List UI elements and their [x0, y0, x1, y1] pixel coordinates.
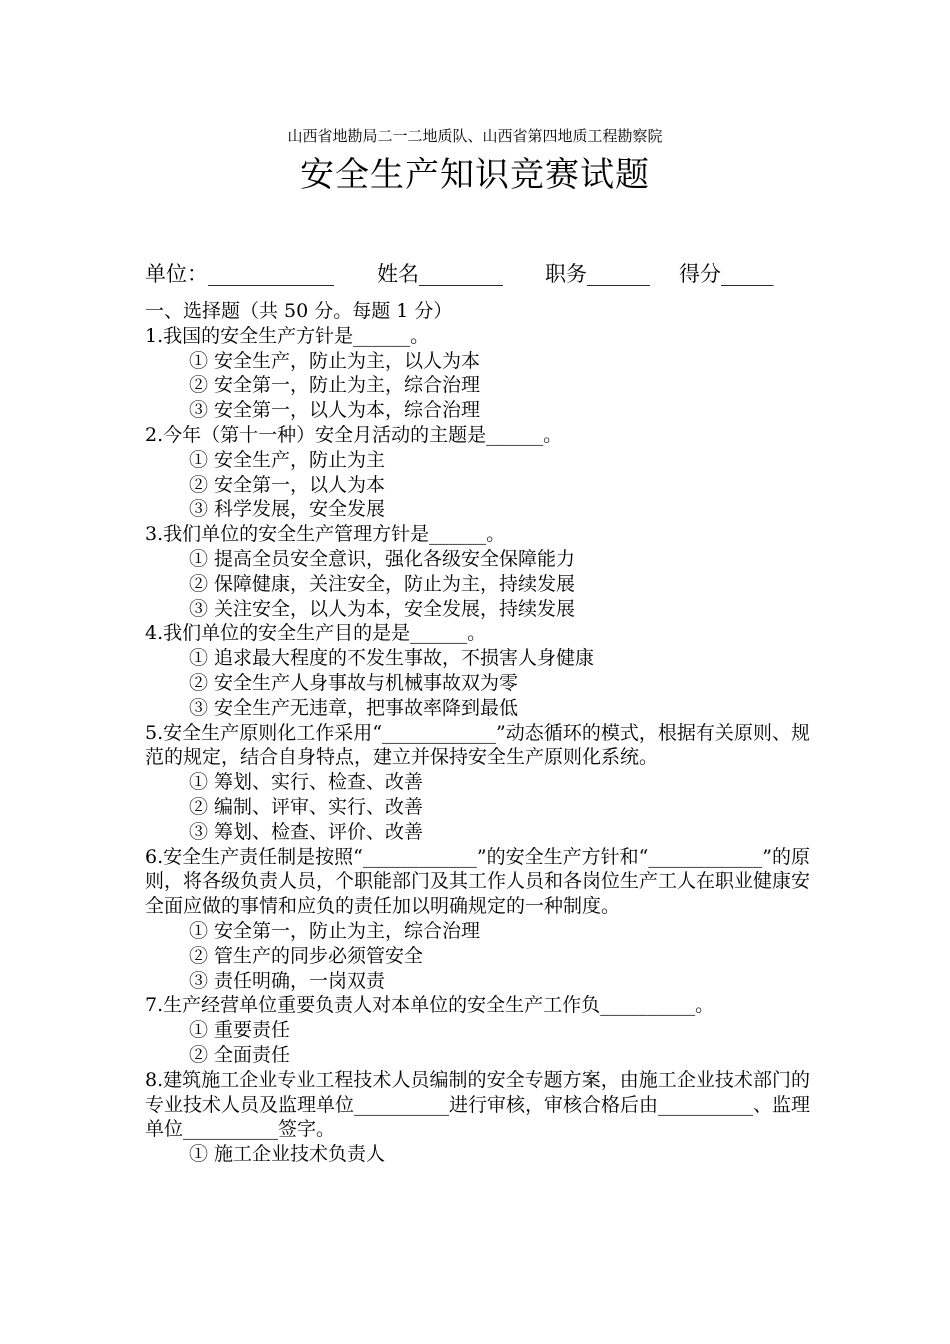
page-title: 安全生产知识竞赛试题 [300, 155, 650, 195]
option-item: ① 重要责任 [189, 1019, 291, 1042]
question-text: 3.我们单位的安全生产管理方针是______。 [145, 523, 506, 546]
question-text: 7.生产经营单位重要负责人对本单位的安全生产工作负__________。 [145, 994, 715, 1017]
question-content [145, 299, 810, 1167]
option-item: ② 编制、评审、实行、改善 [189, 795, 424, 818]
option-item: ② 管生产的同步必须管安全 [189, 944, 424, 967]
option-item: ① 筹划、实行、检查、改善 [189, 771, 424, 794]
option-item: ① 安全生产，防止为主，以人为本 [189, 349, 481, 372]
option-item: ③ 安全第一，以人为本，综合治理 [189, 399, 481, 422]
section-title: 一、选择题（共 50 分。每题 1 分） [145, 300, 453, 322]
question-text: 2.今年（第十一种）安全月活动的主题是______。 [145, 423, 563, 446]
question-3 [145, 522, 810, 621]
option-item: ③ 筹划、检查、评价、改善 [189, 820, 424, 843]
question-1 [145, 324, 810, 423]
option-item: ③ 关注安全，以人为本，安全发展，持续发展 [189, 597, 576, 620]
question-6 [145, 845, 810, 994]
option-item: ① 追求最大程度的不发生事故，不损害人身健康 [189, 647, 595, 670]
question-8 [145, 1068, 810, 1167]
question-text: 6.安全生产责任制是按照“____________”的安全生产方针和“____________”的原则，将各级负责人员，个职能部门及其工作人员和各岗位生产工人在职业健康安全面应做的事情和应负的责任加以明确规定的一种制度。 [145, 845, 811, 918]
info-line [145, 259, 805, 289]
option-item: ③ 安全生产无违章，把事故率降到最低 [189, 696, 519, 719]
option-item: ② 安全第一，以人为本 [189, 473, 386, 496]
option-item: ① 安全第一，防止为主，综合治理 [189, 919, 481, 942]
question-text: 8.建筑施工企业专业工程技术人员编制的安全专题方案，由施工企业技术部门的专业技术人员及监理单位__________进行审核，审核合格后由__________、监理单位__________签字。 [145, 1068, 811, 1141]
score-field: 得分_____ [679, 262, 774, 286]
question-text: 5.安全生产原则化工作采用“____________”动态循环的模式，根据有关原则、规范的规定，结合自身特点，建立并保持安全生产原则化系统。 [145, 721, 810, 769]
name-field: 姓名________ [377, 262, 503, 286]
option-item: ② 全面责任 [189, 1043, 291, 1066]
option-item: ③ 科学发展，安全发展 [189, 498, 386, 521]
option-item: ② 安全生产人身事故与机械事故双为零 [189, 671, 519, 694]
option-item: ② 保障健康，关注安全，防止为主，持续发展 [189, 572, 576, 595]
option-item: ① 提高全员安全意识，强化各级安全保障能力 [189, 547, 576, 570]
question-2 [145, 423, 810, 522]
question-text: 4.我们单位的安全生产目的是是______。 [145, 622, 487, 645]
position-field: 职务______ [545, 262, 650, 286]
question-text: 1.我国的安全生产方针是______。 [145, 324, 430, 347]
question-5 [145, 721, 810, 845]
option-item: ① 施工企业技术负责人 [189, 1143, 386, 1166]
option-item: ③ 责任明确，一岗双责 [189, 969, 386, 992]
organization-name: 山西省地勘局二一二地质队、山西省第四地质工程勘察院 [287, 127, 663, 145]
option-item: ② 安全第一，防止为主，综合治理 [189, 374, 481, 397]
question-7 [145, 993, 810, 1067]
unit-field: 单位：____________ [145, 262, 334, 286]
question-4 [145, 621, 810, 720]
option-item: ① 安全生产，防止为主 [189, 448, 386, 471]
